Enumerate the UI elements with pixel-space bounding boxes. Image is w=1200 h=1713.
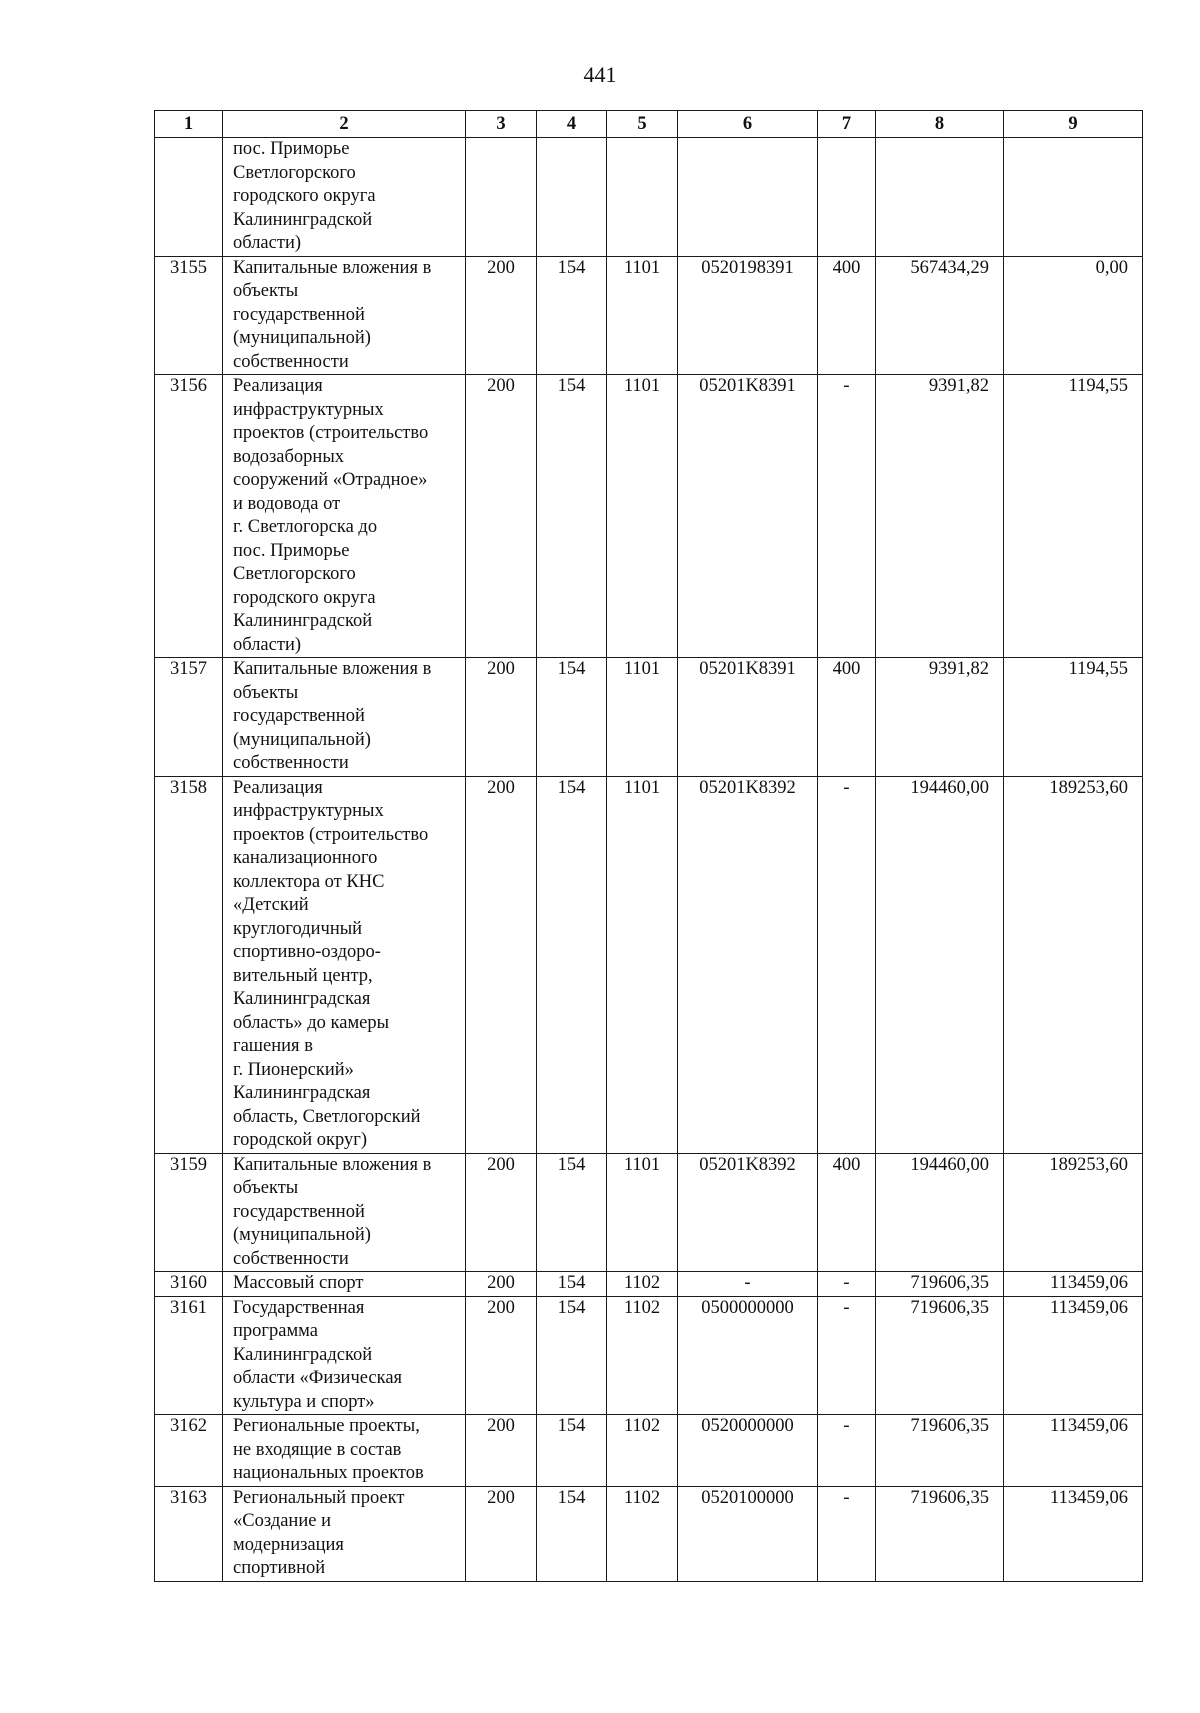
name-line: объекты [233,682,299,703]
name-line: Светлогорского [233,564,356,584]
empty-cell [678,138,818,257]
expense-type-cell: - [818,375,876,658]
name-line: государственной [233,304,365,325]
section-code-cell: 1102 [607,1272,678,1297]
row-number-cell: 3156 [155,375,223,658]
name-line: собственности [233,1248,349,1269]
target-code-cell: 05201K8392 [678,1153,818,1272]
name-line: г. Пионерский» [233,1059,354,1080]
column-header: 2 [223,111,466,138]
name-line: Калининградская [233,989,371,1009]
budget-table [154,110,1143,1582]
item-name-cell [223,658,466,777]
target-code-cell: 05201K8392 [678,776,818,1153]
code-cell: 200 [466,256,537,375]
name-line: инфраструктурных [233,399,384,420]
name-line: Региональные проекты, [233,1416,420,1436]
row-number-cell: 3161 [155,1296,223,1415]
table-row [155,1272,1143,1297]
name-line: городского округа [233,186,376,206]
column-header: 3 [466,111,537,138]
name-line: Массовый спорт [233,1273,364,1293]
name-line: Капитальные вложения в [233,1154,432,1175]
name-line: проектов (строительство [233,423,429,443]
expense-type-cell: 400 [818,658,876,777]
amount-cell: 567434,29 [876,256,1004,375]
table-row [155,658,1143,777]
expense-type-cell: - [818,776,876,1153]
column-header: 9 [1004,111,1143,138]
name-line: проектов (строительство [233,824,429,845]
amount-cell: 719606,35 [876,1415,1004,1487]
name-line: сооружений «Отрадное» [233,470,428,490]
expense-type-cell: - [818,1415,876,1487]
name-line: собственности [233,351,349,372]
expense-type-cell: 400 [818,256,876,375]
name-line: Калининградской [233,209,373,230]
empty-cell [466,138,537,257]
code-cell: 154 [537,1296,607,1415]
column-header: 5 [607,111,678,138]
amount-cell: 194460,00 [876,776,1004,1153]
name-line: области «Физическая [233,1368,403,1388]
column-header: 7 [818,111,876,138]
item-name-cell [223,1296,466,1415]
code-cell: 154 [537,1272,607,1297]
target-code-cell: 05201K8391 [678,375,818,658]
section-code-cell: 1101 [607,658,678,777]
name-line: Капитальные вложения в [233,659,432,679]
code-cell: 154 [537,776,607,1153]
name-line: канализационного [233,848,378,868]
name-line: Капитальные вложения в [233,257,432,278]
name-line: области) [233,634,302,655]
target-code-cell: 0520000000 [678,1415,818,1487]
empty-cell [537,138,607,257]
section-code-cell: 1102 [607,1486,678,1581]
row-number-cell [155,138,223,257]
expense-type-cell: - [818,1272,876,1297]
section-code-cell: 1101 [607,1153,678,1272]
name-line: Калининградская [233,1083,371,1103]
name-line: (муниципальной) [233,328,371,348]
name-line: область» до камеры [233,1012,390,1033]
continued-name-cell [223,138,466,257]
table-row [155,375,1143,658]
table-row [155,1296,1143,1415]
name-line: области) [233,233,302,253]
empty-cell [818,138,876,257]
row-number-cell: 3155 [155,256,223,375]
amount-cell: 719606,35 [876,1486,1004,1581]
name-line: Реализация [233,777,323,798]
item-name-cell [223,1415,466,1487]
code-cell: 200 [466,658,537,777]
name-line: водозаборных [233,446,344,467]
target-code-cell: - [678,1272,818,1297]
target-code-cell: 0500000000 [678,1296,818,1415]
name-line: г. Светлогорска до [233,517,378,537]
name-line: инфраструктурных [233,801,384,821]
empty-cell [876,138,1004,257]
name-line: и водовода от [233,493,341,514]
name-line: собственности [233,753,349,773]
code-cell: 200 [466,1296,537,1415]
name-line: государственной [233,706,365,726]
row-number-cell: 3163 [155,1486,223,1581]
target-code-cell: 05201K8391 [678,658,818,777]
name-line: пос. Приморье [233,139,350,159]
code-cell: 200 [466,375,537,658]
name-line: (муниципальной) [233,1225,371,1245]
name-line: Реализация [233,376,323,396]
section-code-cell: 1101 [607,375,678,658]
name-line: Светлогорского [233,162,356,183]
table-row [155,256,1143,375]
section-code-cell: 1101 [607,256,678,375]
target-code-cell: 0520198391 [678,256,818,375]
table-row [155,1153,1143,1272]
name-line: вительный центр, [233,965,373,986]
name-line: спортивно-оздоро- [233,942,381,962]
code-cell: 200 [466,1415,537,1487]
row-number-cell: 3159 [155,1153,223,1272]
column-header: 4 [537,111,607,138]
column-header: 6 [678,111,818,138]
amount-cell: 194460,00 [876,1153,1004,1272]
empty-cell [607,138,678,257]
amount-cell: 113459,06 [1004,1272,1143,1297]
name-line: программа [233,1321,318,1341]
row-number-cell: 3157 [155,658,223,777]
empty-cell [1004,138,1143,257]
name-line: «Создание и [233,1511,331,1531]
code-cell: 154 [537,658,607,777]
name-line: объекты [233,281,299,301]
name-line: не входящие в состав [233,1439,402,1460]
code-cell: 154 [537,256,607,375]
name-line: коллектора от КНС [233,871,385,892]
table-row [155,776,1143,1153]
item-name-cell [223,776,466,1153]
row-number-cell: 3160 [155,1272,223,1297]
amount-cell: 719606,35 [876,1272,1004,1297]
amount-cell: 9391,82 [876,375,1004,658]
name-line: Государственная [233,1297,365,1318]
name-line: пос. Приморье [233,540,350,561]
name-line: национальных проектов [233,1463,424,1483]
code-cell: 154 [537,1415,607,1487]
amount-cell: 0,00 [1004,256,1143,375]
table-row [155,1486,1143,1581]
expense-type-cell: - [818,1296,876,1415]
expense-type-cell: - [818,1486,876,1581]
name-line: область, Светлогорский [233,1106,421,1127]
name-line: Региональный проект [233,1487,405,1508]
row-number-cell: 3158 [155,776,223,1153]
row-number-cell: 3162 [155,1415,223,1487]
amount-cell: 719606,35 [876,1296,1004,1415]
item-name-cell [223,1272,466,1297]
amount-cell: 1194,55 [1004,375,1143,658]
header-row [155,111,1143,138]
name-line: городского округа [233,587,376,608]
amount-cell: 189253,60 [1004,776,1143,1153]
expense-type-cell: 400 [818,1153,876,1272]
item-name-cell [223,1153,466,1272]
amount-cell: 1194,55 [1004,658,1143,777]
amount-cell: 9391,82 [876,658,1004,777]
amount-cell: 113459,06 [1004,1415,1143,1487]
code-cell: 200 [466,1272,537,1297]
section-code-cell: 1102 [607,1415,678,1487]
amount-cell: 113459,06 [1004,1296,1143,1415]
table-row [155,1415,1143,1487]
code-cell: 200 [466,776,537,1153]
page-number: 441 [583,62,617,87]
code-cell: 154 [537,1486,607,1581]
amount-cell: 113459,06 [1004,1486,1143,1581]
section-code-cell: 1101 [607,776,678,1153]
column-header: 1 [155,111,223,138]
name-line: круглогодичный [233,918,363,939]
column-header: 8 [876,111,1004,138]
code-cell: 154 [537,375,607,658]
name-line: гашения в [233,1036,313,1056]
name-line: культура и спорт» [233,1391,375,1412]
item-name-cell [223,1486,466,1581]
code-cell: 154 [537,1153,607,1272]
name-line: модернизация [233,1534,344,1555]
name-line: объекты [233,1178,299,1198]
target-code-cell: 0520100000 [678,1486,818,1581]
item-name-cell [223,256,466,375]
name-line: Калининградской [233,1344,373,1365]
name-line: (муниципальной) [233,729,371,750]
section-code-cell: 1102 [607,1296,678,1415]
item-name-cell [223,375,466,658]
name-line: спортивной [233,1558,326,1578]
code-cell: 200 [466,1486,537,1581]
code-cell: 200 [466,1153,537,1272]
name-line: Калининградской [233,611,373,631]
name-line: государственной [233,1201,365,1222]
name-line: «Детский [233,895,309,915]
amount-cell: 189253,60 [1004,1153,1143,1272]
continuation-row [155,138,1143,257]
name-line: городской округ) [233,1130,368,1150]
